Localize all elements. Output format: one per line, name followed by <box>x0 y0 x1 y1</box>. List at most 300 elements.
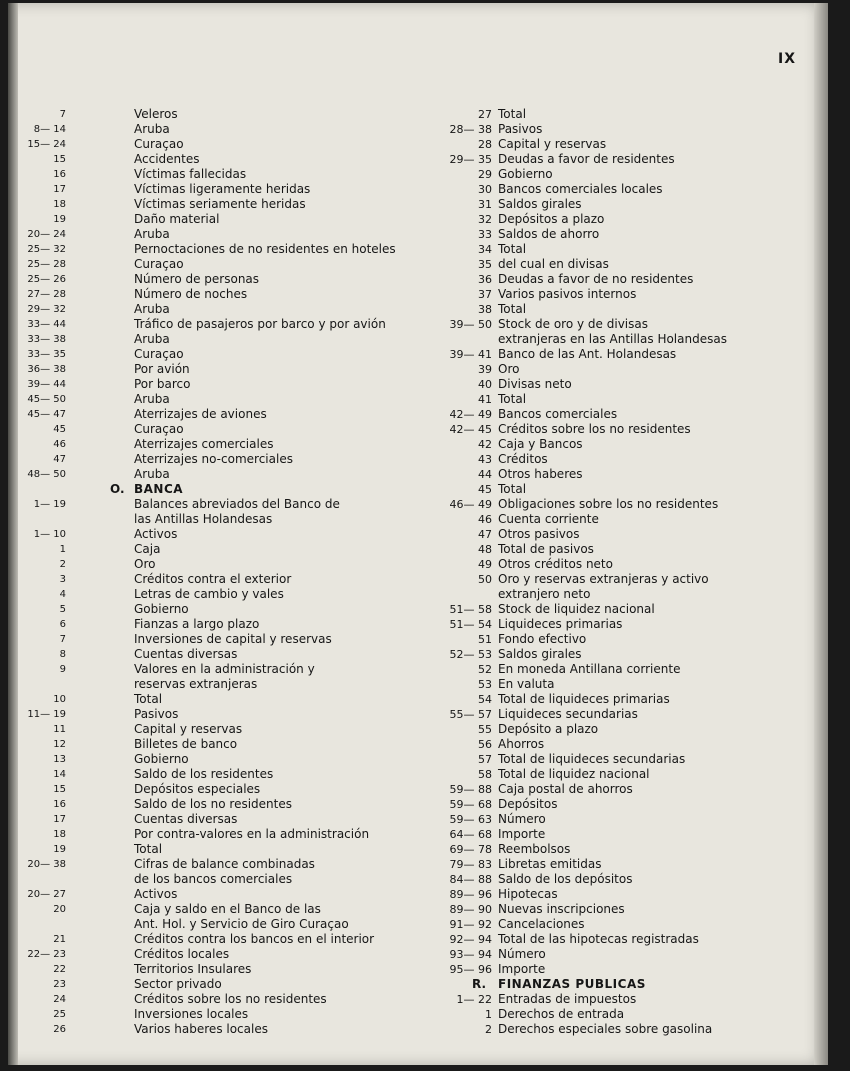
entry-title: Sector privado <box>134 977 222 991</box>
table-number: 29— 32 <box>27 304 66 315</box>
entry-title: Importe <box>498 962 546 976</box>
index-entry <box>12 797 402 812</box>
index-entry <box>12 782 402 797</box>
index-entry <box>410 137 810 152</box>
section-title: BANCA <box>134 482 184 496</box>
table-number: 25— 26 <box>27 274 66 285</box>
entry-title: Curaçao <box>134 257 184 271</box>
index-entry <box>12 842 402 857</box>
index-entry <box>410 632 810 647</box>
entry-title: extranjeras en las Antillas Holandesas <box>498 332 727 346</box>
index-entry <box>410 227 810 242</box>
entry-title: Stock de oro y de divisas <box>498 317 648 331</box>
entry-title: Pernoctaciones de no residentes en hoteles <box>134 242 396 256</box>
entry-title: Pasivos <box>134 707 179 721</box>
table-number: 41 <box>478 393 492 406</box>
table-number: 7 <box>59 634 66 645</box>
entry-title: Aruba <box>134 227 170 241</box>
entry-title: Accidentes <box>134 152 200 166</box>
table-number: 7 <box>59 109 66 120</box>
index-entry <box>410 542 810 557</box>
entry-title: Cuentas diversas <box>134 647 238 661</box>
index-entry <box>12 407 402 422</box>
entry-title: Depósitos <box>498 797 558 811</box>
entry-title: Liquideces primarias <box>498 617 623 631</box>
entry-title: Gobierno <box>498 167 553 181</box>
index-entry <box>12 527 402 542</box>
table-number: 92— 94 <box>449 933 492 946</box>
table-number: 1 <box>485 1008 492 1021</box>
entry-title: Saldo de los residentes <box>134 767 274 781</box>
entry-title: En valuta <box>498 677 555 691</box>
index-entry <box>12 107 402 122</box>
table-number: 48 <box>478 543 492 556</box>
index-entry <box>410 707 810 722</box>
entry-title: Aruba <box>134 332 170 346</box>
table-number: 39— 50 <box>449 318 492 331</box>
entry-title: Número de noches <box>134 287 248 301</box>
entry-title: Total <box>498 302 527 316</box>
index-entry <box>410 527 810 542</box>
table-number: 64— 68 <box>449 828 492 841</box>
entry-title: Número <box>498 812 546 826</box>
entry-title: las Antillas Holandesas <box>134 512 273 526</box>
index-entry <box>410 692 810 707</box>
index-entry <box>410 767 810 782</box>
entry-title: Total <box>498 242 527 256</box>
section-letter: R. <box>472 977 487 991</box>
table-number: 33 <box>478 228 492 241</box>
index-entry <box>12 617 402 632</box>
entry-title: Curaçao <box>134 422 184 436</box>
entry-title: Víctimas seriamente heridas <box>134 197 306 211</box>
table-number: 4 <box>59 589 66 600</box>
entry-title: Créditos contra el exterior <box>134 572 292 586</box>
index-entry <box>410 947 810 962</box>
entry-title: Daño material <box>134 212 220 226</box>
entry-title: Total de liquideces secundarias <box>498 752 686 766</box>
entry-title: Saldos de ahorro <box>498 227 600 241</box>
table-number: 1— 19 <box>33 499 66 510</box>
table-number: 1 <box>59 544 66 555</box>
index-entry <box>12 467 402 482</box>
index-entry <box>12 332 402 347</box>
entry-title: Caja y Bancos <box>498 437 583 451</box>
table-number: 29 <box>478 168 492 181</box>
index-entry <box>12 347 402 362</box>
index-entry <box>12 167 402 182</box>
table-number: 34 <box>478 243 492 256</box>
section-letter: O. <box>110 482 125 496</box>
entry-title: Total <box>498 482 527 496</box>
index-entry <box>410 902 810 917</box>
index-entry <box>12 767 402 782</box>
entry-title: Balances abreviados del Banco de <box>134 497 340 511</box>
table-number: 2 <box>485 1023 492 1036</box>
table-number: 31 <box>478 198 492 211</box>
table-number: 45— 50 <box>27 394 66 405</box>
table-number: 30 <box>478 183 492 196</box>
index-entry <box>410 482 810 497</box>
index-entry <box>12 662 402 677</box>
table-number: 33— 44 <box>27 319 66 330</box>
index-entry <box>12 947 402 962</box>
entry-title: Bancos comerciales locales <box>498 182 663 196</box>
index-entry <box>12 122 402 137</box>
entry-title: En moneda Antillana corriente <box>498 662 681 676</box>
index-entry <box>410 377 810 392</box>
entry-title: Número de personas <box>134 272 260 286</box>
table-number: 42 <box>478 438 492 451</box>
index-entry <box>12 572 402 587</box>
entry-title: Fondo efectivo <box>498 632 587 646</box>
table-number: 89— 96 <box>449 888 492 901</box>
entry-title: Inversiones de capital y reservas <box>134 632 332 646</box>
index-entry <box>410 362 810 377</box>
index-entry <box>12 242 402 257</box>
table-number: 15 <box>53 154 66 165</box>
entry-title: Por avión <box>134 362 190 376</box>
entry-title: Saldo de los depósitos <box>498 872 633 886</box>
table-number: 43 <box>478 453 492 466</box>
right-index-column <box>410 107 810 1037</box>
index-entry <box>12 587 402 602</box>
index-entry <box>410 1022 810 1037</box>
index-entry <box>410 857 810 872</box>
entry-title: Total <box>134 842 163 856</box>
entry-title: Total <box>498 107 527 121</box>
entry-title: Stock de liquidez nacional <box>498 602 655 616</box>
table-number: 44 <box>478 468 492 481</box>
page-number: IX <box>778 51 797 67</box>
table-number: 39 <box>478 363 492 376</box>
index-entry <box>410 662 810 677</box>
table-number: 51— 54 <box>449 618 492 631</box>
table-number: 28— 38 <box>449 123 492 136</box>
entry-title: Otros haberes <box>498 467 583 481</box>
entry-title: Gobierno <box>134 602 189 616</box>
table-number: 15 <box>53 784 66 795</box>
table-number: 54 <box>478 693 492 706</box>
table-number: 52— 53 <box>449 648 492 661</box>
index-entry <box>410 287 810 302</box>
table-number: 58 <box>478 768 492 781</box>
table-number: 14 <box>53 769 66 780</box>
entry-title: Víctimas fallecidas <box>134 167 247 181</box>
index-entry <box>12 377 402 392</box>
table-number: 15— 24 <box>27 139 66 150</box>
table-number: 48— 50 <box>27 469 66 480</box>
entry-title: Nuevas inscripciones <box>498 902 625 916</box>
table-number: 8— 14 <box>33 124 66 135</box>
index-entry <box>410 917 810 932</box>
table-number: 20— 27 <box>27 889 66 900</box>
entry-title: Aruba <box>134 302 170 316</box>
index-entry <box>12 512 402 527</box>
table-number: 46— 49 <box>449 498 492 511</box>
table-number: 84— 88 <box>449 873 492 886</box>
index-entry <box>410 332 810 347</box>
table-number: 59— 63 <box>449 813 492 826</box>
entry-title: de los bancos comerciales <box>134 872 293 886</box>
entry-title: Valores en la administración y <box>134 662 315 676</box>
index-entry <box>12 857 402 872</box>
entry-title: Curaçao <box>134 347 184 361</box>
table-number: 38 <box>478 303 492 316</box>
page-edge <box>814 3 828 1065</box>
table-number: 51 <box>478 633 492 646</box>
entry-title: extranjero neto <box>498 587 591 601</box>
table-number: 95— 96 <box>449 963 492 976</box>
table-number: 17 <box>53 814 66 825</box>
index-entry <box>410 587 810 602</box>
entry-title: Veleros <box>134 107 178 121</box>
index-entry <box>410 677 810 692</box>
table-number: 22 <box>53 964 66 975</box>
table-number: 1— 10 <box>33 529 66 540</box>
index-entry <box>12 542 402 557</box>
entry-title: Varios pasivos internos <box>498 287 637 301</box>
entry-title: Cifras de balance combinadas <box>134 857 315 871</box>
entry-title: Cuenta corriente <box>498 512 599 526</box>
table-number: 52 <box>478 663 492 676</box>
entry-title: Pasivos <box>498 122 543 136</box>
entry-title: del cual en divisas <box>498 257 609 271</box>
index-entry <box>410 392 810 407</box>
table-number: 2 <box>59 559 66 570</box>
table-number: 25 <box>53 1009 66 1020</box>
section-title: FINANZAS PUBLICAS <box>498 977 646 991</box>
entry-title: Aterrizajes no-comerciales <box>134 452 293 466</box>
entry-title: Oro y reservas extranjeras y activo <box>498 572 709 586</box>
entry-title: Total de las hipotecas registradas <box>498 932 699 946</box>
index-entry <box>12 752 402 767</box>
entry-title: Hipotecas <box>498 887 558 901</box>
table-number: 29— 35 <box>449 153 492 166</box>
table-number: 25— 32 <box>27 244 66 255</box>
index-entry <box>410 812 810 827</box>
index-entry <box>12 707 402 722</box>
entry-title: Aruba <box>134 122 170 136</box>
index-entry <box>410 452 810 467</box>
table-number: 53 <box>478 678 492 691</box>
entry-title: Capital y reservas <box>498 137 607 151</box>
entry-title: Derechos de entrada <box>498 1007 625 1021</box>
entry-title: Importe <box>498 827 546 841</box>
index-entry <box>410 317 810 332</box>
index-entry <box>12 227 402 242</box>
index-entry <box>12 362 402 377</box>
table-number: 89— 90 <box>449 903 492 916</box>
entry-title: Otros créditos neto <box>498 557 613 571</box>
entry-title: Entradas de impuestos <box>498 992 637 1006</box>
entry-title: Aruba <box>134 392 170 406</box>
table-number: 16 <box>53 799 66 810</box>
table-number: 59— 88 <box>449 783 492 796</box>
index-entry <box>12 317 402 332</box>
index-entry <box>12 437 402 452</box>
entry-title: Total <box>498 392 527 406</box>
table-number: 56 <box>478 738 492 751</box>
index-entry <box>410 497 810 512</box>
table-number: 24 <box>53 994 66 1005</box>
index-entry <box>12 887 402 902</box>
table-number: 33— 35 <box>27 349 66 360</box>
index-entry <box>12 557 402 572</box>
index-entry <box>12 737 402 752</box>
left-index-column <box>12 107 402 1037</box>
index-entry <box>410 992 810 1007</box>
index-entry <box>410 752 810 767</box>
index-entry <box>12 1007 402 1022</box>
entry-title: Varios haberes locales <box>134 1022 268 1036</box>
table-number: 11 <box>53 724 66 735</box>
table-number: 27— 28 <box>27 289 66 300</box>
index-entry <box>410 572 810 587</box>
table-number: 93— 94 <box>449 948 492 961</box>
table-number: 36 <box>478 273 492 286</box>
index-entry <box>12 872 402 887</box>
index-entry <box>410 422 810 437</box>
index-entry <box>12 152 402 167</box>
document-page <box>8 3 828 1065</box>
entry-title: Créditos locales <box>134 947 230 961</box>
entry-title: Curaçao <box>134 137 184 151</box>
entry-title: Deudas a favor de residentes <box>498 152 675 166</box>
index-entry <box>12 212 402 227</box>
index-entry <box>12 932 402 947</box>
index-entry <box>410 407 810 422</box>
entry-title: Deudas a favor de no residentes <box>498 272 694 286</box>
entry-title: Obligaciones sobre los no residentes <box>498 497 719 511</box>
index-entry <box>12 692 402 707</box>
entry-title: Créditos sobre los no residentes <box>134 992 327 1006</box>
table-number: 11— 19 <box>27 709 66 720</box>
table-number: 26 <box>53 1024 66 1035</box>
index-entry <box>12 827 402 842</box>
index-entry <box>12 812 402 827</box>
entry-title: Por barco <box>134 377 191 391</box>
table-number: 47 <box>478 528 492 541</box>
entry-title: Saldos girales <box>498 647 582 661</box>
table-number: 16 <box>53 169 66 180</box>
index-entry <box>410 827 810 842</box>
entry-title: Reembolsos <box>498 842 571 856</box>
entry-title: Total <box>134 692 163 706</box>
table-number: 36— 38 <box>27 364 66 375</box>
table-number: 13 <box>53 754 66 765</box>
table-number: 17 <box>53 184 66 195</box>
table-number: 46 <box>478 513 492 526</box>
entry-title: Ant. Hol. y Servicio de Giro Curaçao <box>134 917 349 931</box>
table-number: 45— 47 <box>27 409 66 420</box>
index-entry <box>410 182 810 197</box>
entry-title: Víctimas ligeramente heridas <box>134 182 311 196</box>
index-entry <box>12 992 402 1007</box>
index-entry <box>410 167 810 182</box>
entry-title: Depósito a plazo <box>498 722 599 736</box>
index-entry <box>410 842 810 857</box>
entry-title: Por contra-valores en la administración <box>134 827 370 841</box>
table-number: 1— 22 <box>456 993 492 1006</box>
index-entry <box>12 602 402 617</box>
entry-title: Saldos girales <box>498 197 582 211</box>
table-number: 35 <box>478 258 492 271</box>
table-number: 20— 24 <box>27 229 66 240</box>
table-number: 28 <box>478 138 492 151</box>
entry-title: Ahorros <box>498 737 545 751</box>
table-number: 46 <box>53 439 66 450</box>
table-number: 37 <box>478 288 492 301</box>
table-number: 18 <box>53 199 66 210</box>
index-entry <box>12 962 402 977</box>
entry-title: Total de pasivos <box>498 542 594 556</box>
index-entry <box>410 722 810 737</box>
index-entry <box>410 1007 810 1022</box>
index-entry <box>12 977 402 992</box>
entry-title: Tráfico de pasajeros por barco y por avión <box>134 317 386 331</box>
index-entry <box>410 107 810 122</box>
table-number: 19 <box>53 844 66 855</box>
entry-title: Saldo de los no residentes <box>134 797 292 811</box>
index-entry <box>12 647 402 662</box>
table-number: 39— 41 <box>449 348 492 361</box>
entry-title: Inversiones locales <box>134 1007 249 1021</box>
index-entry <box>12 197 402 212</box>
table-number: 21 <box>53 934 66 945</box>
entry-title: Fianzas a largo plazo <box>134 617 260 631</box>
entry-title: Depósitos a plazo <box>498 212 605 226</box>
table-number: 6 <box>59 619 66 630</box>
entry-title: Billetes de banco <box>134 737 238 751</box>
index-entry <box>410 617 810 632</box>
entry-title: Territorios Insulares <box>134 962 252 976</box>
index-entry <box>410 797 810 812</box>
index-entry <box>12 632 402 647</box>
index-entry <box>410 302 810 317</box>
table-number: 20— 38 <box>27 859 66 870</box>
index-entry <box>12 452 402 467</box>
table-number: 55 <box>478 723 492 736</box>
table-number: 45 <box>53 424 66 435</box>
table-number: 49 <box>478 558 492 571</box>
index-entry <box>410 152 810 167</box>
table-number: 69— 78 <box>449 843 492 856</box>
index-entry <box>410 467 810 482</box>
index-entry <box>410 557 810 572</box>
index-entry <box>410 887 810 902</box>
index-entry <box>410 647 810 662</box>
table-number: 47 <box>53 454 66 465</box>
index-entry <box>410 212 810 227</box>
entry-title: Aterrizajes comerciales <box>134 437 274 451</box>
entry-title: reservas extranjeras <box>134 677 258 691</box>
entry-title: Otros pasivos <box>498 527 580 541</box>
entry-title: Créditos contra los bancos en el interior <box>134 932 375 946</box>
entry-title: Créditos <box>498 452 548 466</box>
table-number: 3 <box>59 574 66 585</box>
index-entry <box>12 902 402 917</box>
table-number: 50 <box>478 573 492 586</box>
entry-title: Créditos sobre los no residentes <box>498 422 691 436</box>
entry-title: Aterrizajes de aviones <box>134 407 267 421</box>
entry-title: Cancelaciones <box>498 917 585 931</box>
entry-title: Letras de cambio y vales <box>134 587 284 601</box>
table-number: 45 <box>478 483 492 496</box>
entry-title: Aruba <box>134 467 170 481</box>
index-entry <box>12 722 402 737</box>
index-entry <box>410 347 810 362</box>
